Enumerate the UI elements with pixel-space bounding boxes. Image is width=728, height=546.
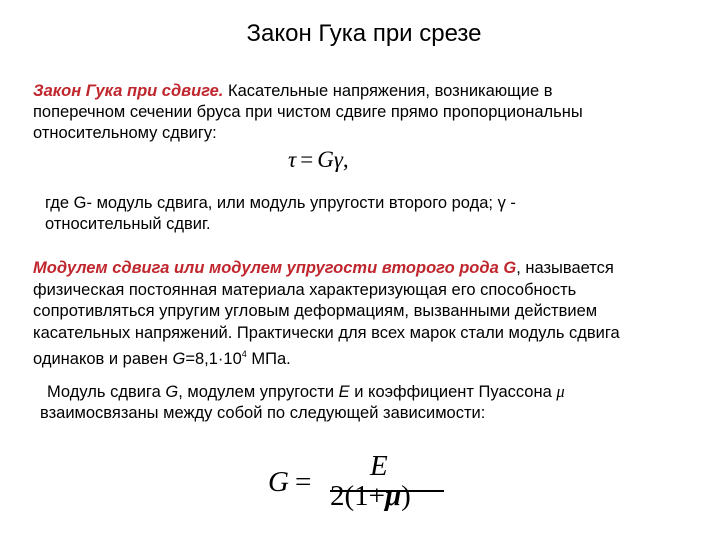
formula-lhs: G (268, 466, 289, 498)
paragraph-text: касательных напряжений. Практически для всех марок стали модуль сдвига (33, 323, 620, 342)
denominator-text: ) (401, 480, 411, 512)
variable-mu: μ (556, 382, 565, 401)
variable-g: G (165, 383, 179, 401)
paragraph-relation (40, 381, 720, 424)
paragraph-text: сопротивляться упругим угловым деформациям, вызванными действием (33, 302, 598, 320)
paragraph-text: относительному сдвигу: (33, 124, 217, 142)
formula-numerator: E (370, 450, 388, 482)
modulus-exponent: 4 (241, 349, 247, 359)
paragraph-text: относительный сдвиг. (45, 215, 211, 233)
formula-hooke-shear (288, 147, 349, 173)
variable-g: G (172, 350, 186, 368)
paragraph-text: поперечном сечении бруса при чистом сдвиге прямо пропорциональны (33, 103, 583, 121)
variable-e: E (338, 383, 350, 401)
formula-equals: = (294, 466, 312, 498)
paragraph-text: Касательные напряжения, возникающие в (223, 82, 553, 100)
denominator-text: 2(1+ (330, 480, 386, 512)
paragraph-shear-modulus (33, 258, 723, 371)
page-title: Закон Гука при срезе (246, 20, 482, 47)
paragraph-text: физическая постоянная материала характеризующая его способность (33, 280, 577, 299)
formula-punct: , (342, 147, 349, 172)
hooke-shear-heading: Закон Гука при сдвиге. (33, 82, 224, 100)
paragraph-text: где G- модуль сдвига, или модуль упругости второго рода; γ - (45, 194, 516, 212)
shear-modulus-heading: Модулем сдвига или модулем упругости второго рода G (33, 259, 517, 277)
paragraph-text: и коэффициент Пуассона (349, 383, 557, 401)
formula-shear-modulus (268, 450, 458, 530)
paragraph-text: , называется (516, 259, 614, 277)
variable-mu: μ (385, 480, 402, 512)
paragraph-text: , модулем упругости (178, 383, 339, 401)
formula-equals: = (300, 147, 314, 172)
formula-lhs: τ (288, 147, 297, 172)
modulus-unit: МПа. (246, 350, 291, 368)
modulus-value: =8,1·10 (185, 350, 242, 368)
formula-denominator (330, 480, 411, 513)
paragraph-text: одинаков и равен (33, 350, 173, 368)
paragraph-text: Модуль сдвига (47, 383, 166, 401)
paragraph-definitions (45, 193, 705, 235)
paragraph-hooke-shear (33, 81, 713, 144)
formula-rhs: Gγ (317, 147, 343, 172)
paragraph-text: взаимосвязаны между собой по следующей зависимости: (40, 404, 486, 422)
